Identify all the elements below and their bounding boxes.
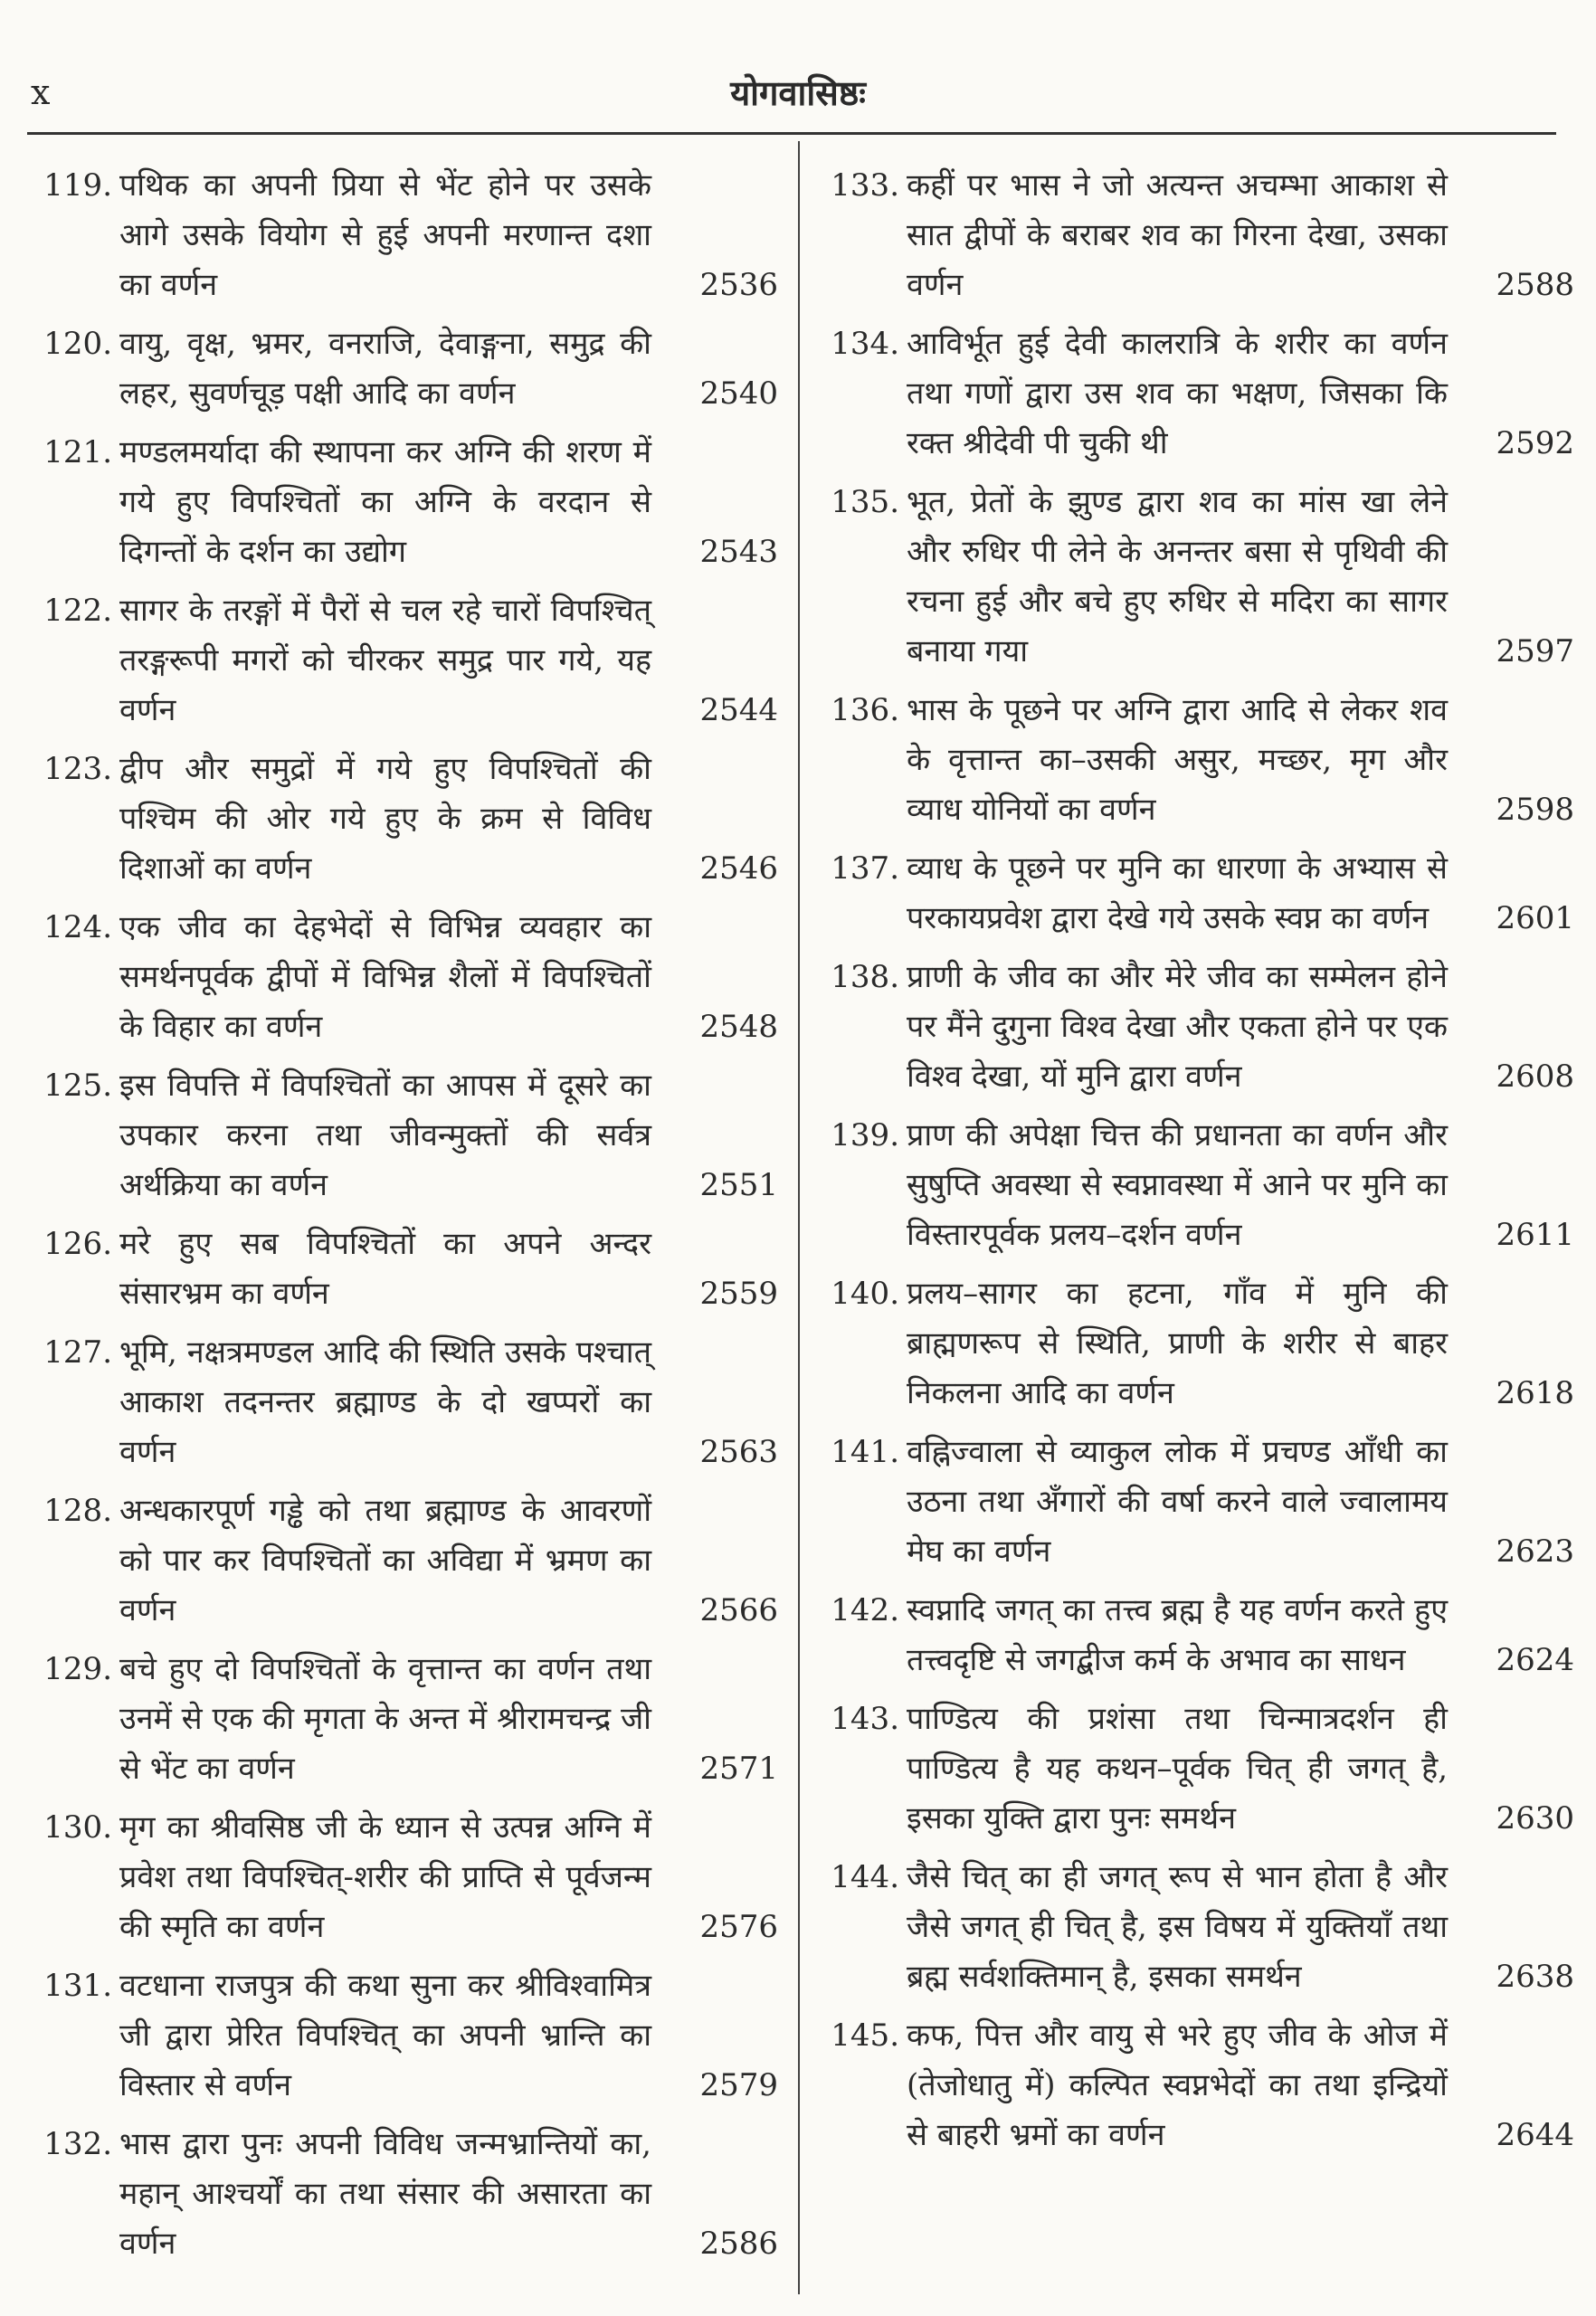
toc-entry bbox=[823, 1269, 1574, 1419]
toc-entry bbox=[823, 2011, 1574, 2160]
toc-column-left bbox=[36, 161, 778, 2278]
entry-page-number: 2551 bbox=[699, 1167, 778, 1203]
toc-entry bbox=[36, 1220, 778, 1319]
entry-number: 138. bbox=[831, 959, 899, 995]
entry-title: वह्निज्वाला से व्याकुल लोक में प्रचण्ड आँधी का उठना तथा अँगारों की वर्षा करने वाले ज्वालामय मेघ का वर्णन bbox=[907, 1434, 1448, 1570]
toc-entry bbox=[823, 953, 1574, 1102]
entry-number: 132. bbox=[43, 2126, 112, 2162]
entry-number: 141. bbox=[831, 1434, 899, 1470]
entry-page-number: 2601 bbox=[1496, 900, 1574, 936]
entry-number: 119. bbox=[43, 167, 112, 204]
entry-title: कफ, पित्त और वायु से भरे हुए जीव के ओज में (तेजोधातु में) कल्पित स्वप्नभेदों का तथा इन्द्रियों से बाहरी भ्रमों का वर्णन bbox=[907, 2017, 1448, 2153]
entry-number: 120. bbox=[43, 326, 112, 362]
entry-number: 124. bbox=[43, 909, 112, 945]
entry-title: द्वीप और समुद्रों में गये हुए विपश्चितों की पश्चिम की ओर गये हुए के क्रम से विविध दिशाओं का वर्णन bbox=[119, 751, 651, 887]
entry-number: 142. bbox=[831, 1592, 899, 1628]
toc-entry bbox=[36, 1645, 778, 1794]
entry-number: 136. bbox=[831, 692, 899, 728]
toc-entry bbox=[823, 161, 1574, 310]
entry-title: पाण्डित्य की प्रशंसा तथा चिन्मात्रदर्शन ही पाण्डित्य है यह कथन–पूर्वक चित् ही जगत् है, इसका युक्ति द्वारा पुनः समर्थन bbox=[907, 1701, 1448, 1837]
toc-entry bbox=[36, 428, 778, 577]
entry-title: मण्डलमर्यादा की स्थापना कर अग्नि की शरण में गये हुए विपश्चितों का अग्नि के वरदान से दिगन्तों के दर्शन का उद्योग bbox=[119, 434, 651, 570]
toc-entry bbox=[36, 745, 778, 894]
toc-entry bbox=[823, 1586, 1574, 1685]
toc-entry bbox=[36, 2120, 778, 2269]
entry-title: सागर के तरङ्गों में पैरों से चल रहे चारों विपश्चित् तरङ्गरूपी मगरों को चीरकर समुद्र पार गये, यह वर्णन bbox=[119, 593, 651, 728]
entry-page-number: 2559 bbox=[699, 1276, 778, 1312]
entry-page-number: 2544 bbox=[699, 692, 778, 728]
toc-entry bbox=[823, 478, 1574, 677]
entry-number: 126. bbox=[43, 1226, 112, 1262]
entry-page-number: 2598 bbox=[1496, 792, 1574, 828]
toc-column-right bbox=[823, 161, 1574, 2169]
entry-page-number: 2618 bbox=[1496, 1375, 1574, 1411]
entry-title: अन्धकारपूर्ण गड्ढे को तथा ब्रह्माण्ड के आवरणों को पार कर विपश्चितों का अविद्या में भ्रमण का वर्णन bbox=[119, 1493, 651, 1628]
header-rule bbox=[27, 132, 1556, 135]
entry-title: जैसे चित् का ही जगत् रूप से भान होता है और जैसे जगत् ही चित् है, इस विषय में युक्तियाँ तथा ब्रह्म सर्वशक्तिमान् है, इसका समर्थन bbox=[907, 1859, 1448, 1995]
entry-title: कहीं पर भास ने जो अत्यन्त अचम्भा आकाश से सात द्वीपों के बराबर शव का गिरना देखा, उसका वर्णन bbox=[907, 167, 1448, 303]
toc-entry bbox=[36, 1328, 778, 1477]
entry-title: स्वप्नादि जगत् का तत्त्व ब्रह्म है यह वर्णन करते हुए तत्त्वदृष्टि से जगद्बीज कर्म के अभाव का साधन bbox=[907, 1592, 1448, 1678]
entry-title: भास के पूछने पर अग्नि द्वारा आदि से लेकर शव के वृत्तान्त का–उसकी असुर, मच्छर, मृग और व्याध योनियों का वर्णन bbox=[907, 692, 1448, 828]
entry-number: 123. bbox=[43, 751, 112, 787]
entry-page-number: 2630 bbox=[1496, 1800, 1574, 1837]
toc-entry bbox=[823, 319, 1574, 469]
entry-title: प्रलय–सागर का हटना, गाँव में मुनि की ब्राह्मणरूप से स्थिति, प्राणी के शरीर से बाहर निकलना आदि का वर्णन bbox=[907, 1276, 1448, 1411]
entry-page-number: 2543 bbox=[699, 534, 778, 570]
entry-number: 129. bbox=[43, 1651, 112, 1687]
entry-title: आविर्भूत हुई देवी कालरात्रि के शरीर का वर्णन तथा गणों द्वारा उस शव का भक्षण, जिसका कि रक्त श्रीदेवी पी चुकी थी bbox=[907, 326, 1448, 461]
entry-title: मरे हुए सब विपश्चितों का अपने अन्दर संसारभ्रम का वर्णन bbox=[119, 1226, 651, 1312]
entry-page-number: 2586 bbox=[699, 2226, 778, 2262]
toc-entry bbox=[36, 161, 778, 310]
entry-page-number: 2546 bbox=[699, 850, 778, 887]
toc-entry bbox=[36, 586, 778, 736]
entry-number: 125. bbox=[43, 1068, 112, 1104]
entry-title: व्याध के पूछने पर मुनि का धारणा के अभ्यास से परकायप्रवेश द्वारा देखे गये उसके स्वप्न का वर्णन bbox=[907, 850, 1448, 936]
toc-entry bbox=[36, 319, 778, 419]
entry-title: भास द्वारा पुनः अपनी विविध जन्मभ्रान्तियों का, महान् आश्चर्यों का तथा संसार की असारता का वर्णन bbox=[119, 2126, 651, 2262]
entry-number: 134. bbox=[831, 326, 899, 362]
entry-title: भूमि, नक्षत्रमण्डल आदि की स्थिति उसके पश्चात् आकाश तदनन्तर ब्रह्माण्ड के दो खप्परों का वर्णन bbox=[119, 1334, 651, 1470]
entry-page-number: 2540 bbox=[699, 375, 778, 412]
entry-page-number: 2623 bbox=[1496, 1533, 1574, 1570]
entry-title: प्राणी के जीव का और मेरे जीव का सम्मेलन होने पर मैंने दुगुना विश्व देखा और एकता होने पर एक विश्व देखा, यों मुनि द्वारा वर्णन bbox=[907, 959, 1448, 1095]
entry-page-number: 2576 bbox=[699, 1909, 778, 1945]
entry-number: 140. bbox=[831, 1276, 899, 1312]
toc-entry bbox=[823, 686, 1574, 835]
entry-page-number: 2588 bbox=[1496, 267, 1574, 303]
toc-entry bbox=[823, 1428, 1574, 1577]
toc-entry bbox=[36, 1061, 778, 1210]
entry-number: 139. bbox=[831, 1117, 899, 1153]
entry-page-number: 2638 bbox=[1496, 1959, 1574, 1995]
entry-page-number: 2548 bbox=[699, 1009, 778, 1045]
entry-page-number: 2579 bbox=[699, 2067, 778, 2103]
entry-title: वायु, वृक्ष, भ्रमर, वनराजि, देवाङ्गना, समुद्र की लहर, सुवर्णचूड़ पक्षी आदि का वर्णन bbox=[119, 326, 651, 412]
page-number: x bbox=[31, 72, 51, 112]
toc-entry bbox=[823, 1694, 1574, 1844]
entry-page-number: 2644 bbox=[1496, 2117, 1574, 2153]
entry-number: 127. bbox=[43, 1334, 112, 1371]
entry-page-number: 2624 bbox=[1496, 1642, 1574, 1678]
entry-number: 135. bbox=[831, 484, 899, 520]
entry-number: 131. bbox=[43, 1968, 112, 2004]
entry-page-number: 2592 bbox=[1496, 425, 1574, 461]
entry-page-number: 2597 bbox=[1496, 633, 1574, 669]
entry-number: 137. bbox=[831, 850, 899, 887]
entry-number: 144. bbox=[831, 1859, 899, 1895]
entry-number: 145. bbox=[831, 2017, 899, 2054]
entry-title: पथिक का अपनी प्रिया से भेंट होने पर उसके आगे उसके वियोग से हुई अपनी मरणान्त दशा का वर्णन bbox=[119, 167, 651, 303]
toc-entry bbox=[823, 1111, 1574, 1260]
entry-title: बचे हुए दो विपश्चितों के वृत्तान्त का वर्णन तथा उनमें से एक की मृगता के अन्त में श्रीरामचन्द्र जी से भेंट का वर्णन bbox=[119, 1651, 651, 1787]
entry-number: 122. bbox=[43, 593, 112, 629]
entry-title: एक जीव का देहभेदों से विभिन्न व्यवहार का समर्थनपूर्वक द्वीपों में विभिन्न शैलों में विपश्चितों के विहार का वर्णन bbox=[119, 909, 651, 1045]
entry-number: 128. bbox=[43, 1493, 112, 1529]
entry-title: इस विपत्ति में विपश्चितों का आपस में दूसरे का उपकार करना तथा जीवन्मुक्तों की सर्वत्र अर्थक्रिया का वर्णन bbox=[119, 1068, 651, 1203]
entry-title: मृग का श्रीवसिष्ठ जी के ध्यान से उत्पन्न अग्नि में प्रवेश तथा विपश्चित्-शरीर की प्राप्ति से पूर्वजन्म की स्मृति का वर्णन bbox=[119, 1809, 651, 1945]
toc-entry bbox=[36, 1486, 778, 1636]
entry-page-number: 2608 bbox=[1496, 1058, 1574, 1095]
entry-page-number: 2563 bbox=[699, 1434, 778, 1470]
entry-title: वटधाना राजपुत्र की कथा सुना कर श्रीविश्वामित्र जी द्वारा प्रेरित विपश्चित् का अपनी भ्रान्ति का विस्तार से वर्णन bbox=[119, 1968, 651, 2103]
page-header bbox=[0, 0, 1596, 136]
entry-title: भूत, प्रेतों के झुण्ड द्वारा शव का मांस खा लेने और रुधिर पी लेने के अनन्तर बसा से पृथिवी की रचना हुई और बचे हुए रुधिर से मदिरा का सागर बनाया गया bbox=[907, 484, 1448, 669]
column-divider bbox=[798, 141, 800, 2294]
toc-entry bbox=[36, 903, 778, 1052]
toc-entry bbox=[823, 844, 1574, 944]
entry-number: 143. bbox=[831, 1701, 899, 1737]
entry-page-number: 2611 bbox=[1496, 1217, 1574, 1253]
entry-page-number: 2536 bbox=[699, 267, 778, 303]
toc-entry bbox=[36, 1803, 778, 1952]
entry-title: प्राण की अपेक्षा चित्त की प्रधानता का वर्णन और सुषुप्ति अवस्था से स्वप्नावस्था में आने पर मुनि का विस्तारपूर्वक प्रलय–दर्शन वर्णन bbox=[907, 1117, 1448, 1253]
entry-number: 130. bbox=[43, 1809, 112, 1846]
running-title: योगवासिष्ठः bbox=[730, 72, 866, 113]
entry-number: 133. bbox=[831, 167, 899, 204]
toc-entry bbox=[823, 1853, 1574, 2002]
entry-page-number: 2566 bbox=[699, 1592, 778, 1628]
entry-number: 121. bbox=[43, 434, 112, 470]
toc-entry bbox=[36, 1961, 778, 2111]
entry-page-number: 2571 bbox=[699, 1751, 778, 1787]
